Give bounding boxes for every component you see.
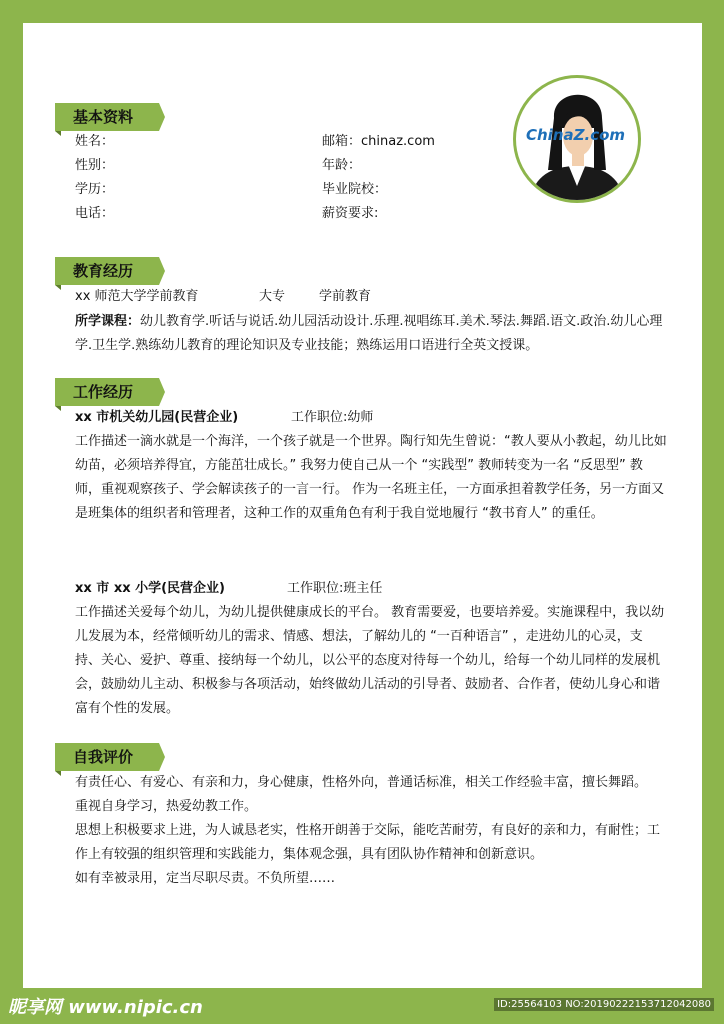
job2-description: 工作描述关爱每个幼儿，为幼儿提供健康成长的平台。 教育需要爱，也要培养爱。实施课程中，我以幼儿发展为本，经常倾听幼儿的需求、情感、想法，了解幼儿的 “一百种语言” ，走进幼儿的心灵，支持、关心、爱护、尊重、接纳每一个幼儿，以公平的态度对待每一个幼儿，给每一个幼儿同样的发展机会，鼓励幼儿主动、积极参与各项活动，始终做幼儿活动的引导者、鼓励者、合作者，使幼儿身心和谐富有个性的发展。 xyxy=(75,605,665,716)
section-title-self: 自我评价 xyxy=(73,748,134,766)
edu-courses xyxy=(75,310,667,358)
job2-company: xx 市 xx 小学(民营企业) xyxy=(75,581,226,596)
section-title-basic: 基本资料 xyxy=(73,108,134,126)
avatar xyxy=(513,75,641,203)
image-id-watermark: ID:25564103 NO:20190222153712042080 xyxy=(494,998,714,1011)
job1-position: 工作职位:幼师 xyxy=(291,410,374,425)
school-label: 毕业院校： xyxy=(322,182,388,197)
self-evaluation xyxy=(75,771,667,891)
photo-watermark: ChinaZ.com xyxy=(526,126,626,144)
section-title-education: 教育经历 xyxy=(73,262,134,280)
education-label: 学历： xyxy=(75,182,115,197)
job1-description: 工作描述一滴水就是一个海洋，一个孩子就是一个世界。陶行知先生曾说：“教人要从小教起，幼儿比如幼苗，必须培养得宜，方能茁壮成长。” 我努力使自己从一个 “实践型” 教师转变为一名 “反思型” 教师，重视观察孩子、学会解读孩子的一言一行。 作为一名班主任，一方面承担着教学任务，另一方面又是班集体的组织者和管理者，这种工作的双重角色有利于我自觉地履行 “教书育人” 的重任。 xyxy=(75,434,667,521)
section-header-work xyxy=(55,378,159,406)
job2-position: 工作职位:班主任 xyxy=(287,581,383,596)
edu-degree: 大专 xyxy=(259,289,286,304)
courses-label: 所学课程： xyxy=(75,314,141,329)
edu-major: 学前教育 xyxy=(319,289,372,304)
section-title-work: 工作经历 xyxy=(73,383,134,401)
email-field xyxy=(322,133,435,151)
job1-company: xx 市机关幼儿园(民营企业) xyxy=(75,410,239,425)
self-line-2: 重视自身学习，热爱幼教工作。 xyxy=(75,799,258,814)
section-header-education xyxy=(55,257,159,285)
resume-sheet xyxy=(23,23,702,988)
phone-label: 电话： xyxy=(75,206,115,221)
email-label: 邮箱： xyxy=(322,134,362,149)
section-header-basic xyxy=(55,103,159,131)
salary-label: 薪资要求: xyxy=(322,206,379,221)
site-watermark: 昵享网 www.nipic.cn xyxy=(8,997,203,1018)
name-label: 姓名： xyxy=(75,134,115,149)
email-value: chinaz.com xyxy=(361,134,435,149)
self-line-1: 有责任心、有爱心、有亲和力，身心健康，性格外向，普通话标准，相关工作经验丰富，擅长舞蹈。 xyxy=(75,775,648,790)
self-line-3: 思想上积极要求上进，为人诚恳老实，性格开朗善于交际，能吃苦耐劳，有良好的亲和力，有耐性；工作上有较强的组织管理和实践能力，集体观念强，具有团队协作精神和创新意识。 xyxy=(75,823,661,862)
edu-school: xx 师范大学学前教育 xyxy=(75,289,199,304)
courses-text: 幼儿教育学.听话与说话.幼儿园活动设计.乐理.视唱练耳.美术.琴法.舞蹈.语文.政治.幼儿心理学.卫生学.熟练幼儿教育的理论知识及专业技能；熟练运用口语进行全英文授课。 xyxy=(75,314,663,353)
section-header-self xyxy=(55,743,159,771)
age-label: 年龄： xyxy=(322,158,362,173)
gender-label: 性别： xyxy=(75,158,115,173)
self-line-4: 如有幸被录用，定当尽职尽责。不负所望…… xyxy=(75,871,336,886)
